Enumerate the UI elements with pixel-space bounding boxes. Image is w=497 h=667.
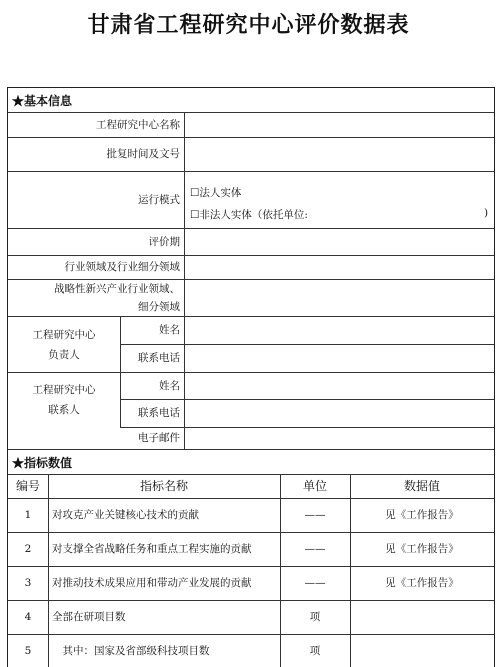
indicator-no: 3 <box>24 577 32 589</box>
email-label: 电子邮件 <box>138 432 180 444</box>
strategic-industry-label-line2: 细分领域 <box>138 301 180 313</box>
section-basic-info: ★基本信息 <box>12 93 73 108</box>
industry-value[interactable] <box>184 255 494 279</box>
contact-name-value[interactable] <box>184 372 494 399</box>
indicator-name: 对推动技术成果应用和带动产业发展的贡献 <box>52 577 252 589</box>
leader-name-label: 姓名 <box>159 324 180 336</box>
strategic-industry-label-line1: 战略性新兴产业行业领域、 <box>54 283 180 295</box>
indicator-value[interactable] <box>350 634 494 667</box>
evaluation-table <box>7 87 495 667</box>
contact-label-line1: 工程研究中心 <box>32 384 96 396</box>
leader-phone-label: 联系电话 <box>138 352 180 364</box>
indicator-unit: 项 <box>309 644 321 657</box>
col-header-unit: 单位 <box>302 479 327 493</box>
leader-group-label <box>8 316 120 372</box>
indicator-name: 全部在研项目数 <box>52 611 126 623</box>
indicator-no: 5 <box>24 644 32 657</box>
indicator-name: 其中：国家及省部级科技项目数 <box>52 644 210 657</box>
indicator-no: 1 <box>24 509 32 521</box>
page-title: 甘肃省工程研究中心评价数据表 <box>87 12 410 38</box>
leader-name-value[interactable] <box>184 316 494 344</box>
email-value[interactable] <box>184 427 494 449</box>
strategic-industry-label <box>8 279 184 316</box>
indicator-name: 对攻克产业关键核心技术的贡献 <box>52 509 199 521</box>
center-name-label: 工程研究中心名称 <box>96 118 180 131</box>
contact-group-label <box>8 372 120 427</box>
leader-label-line2: 负责人 <box>48 349 80 361</box>
indicator-value[interactable] <box>350 600 494 634</box>
indicator-no: 4 <box>24 611 32 623</box>
indicator-unit: —— <box>304 577 326 589</box>
approval-value[interactable] <box>184 137 494 171</box>
evaluation-period-label: 评价期 <box>148 235 180 248</box>
indicator-no: 2 <box>24 543 32 555</box>
indicator-value[interactable]: 见《工作报告》 <box>385 509 459 521</box>
strategic-industry-value[interactable] <box>184 279 494 316</box>
indicator-unit: —— <box>304 509 326 521</box>
col-header-name: 指标名称 <box>139 479 188 493</box>
section-indicators: ★指标数值 <box>12 455 73 470</box>
contact-name-label: 姓名 <box>159 379 180 392</box>
center-name-value[interactable] <box>184 112 494 137</box>
operating-mode-label: 运行模式 <box>138 193 180 206</box>
approval-label: 批复时间及文号 <box>106 148 180 160</box>
leader-phone-value[interactable] <box>184 344 494 372</box>
leader-label-line1: 工程研究中心 <box>32 329 96 341</box>
contact-phone-label: 联系电话 <box>138 407 180 419</box>
indicator-value[interactable]: 见《工作报告》 <box>385 543 459 555</box>
mode-option-close-paren: ) <box>484 207 489 219</box>
contact-phone-value[interactable] <box>184 399 494 427</box>
indicator-unit: —— <box>304 543 326 555</box>
mode-option-legal-entity[interactable]: ☐法人实体 <box>190 187 242 199</box>
evaluation-period-value[interactable] <box>184 228 494 255</box>
mode-option-non-legal-entity[interactable]: ☐非法人实体（依托单位: <box>190 209 308 221</box>
indicator-value[interactable]: 见《工作报告》 <box>385 577 459 589</box>
industry-label: 行业领域及行业细分领域 <box>64 261 180 273</box>
col-header-value: 数据值 <box>403 479 440 493</box>
col-header-no: 编号 <box>15 479 40 493</box>
contact-label-line2: 联系人 <box>48 404 80 416</box>
indicator-unit: 项 <box>309 611 321 623</box>
indicator-name: 对支撑全省战略任务和重点工程实施的贡献 <box>52 543 252 555</box>
